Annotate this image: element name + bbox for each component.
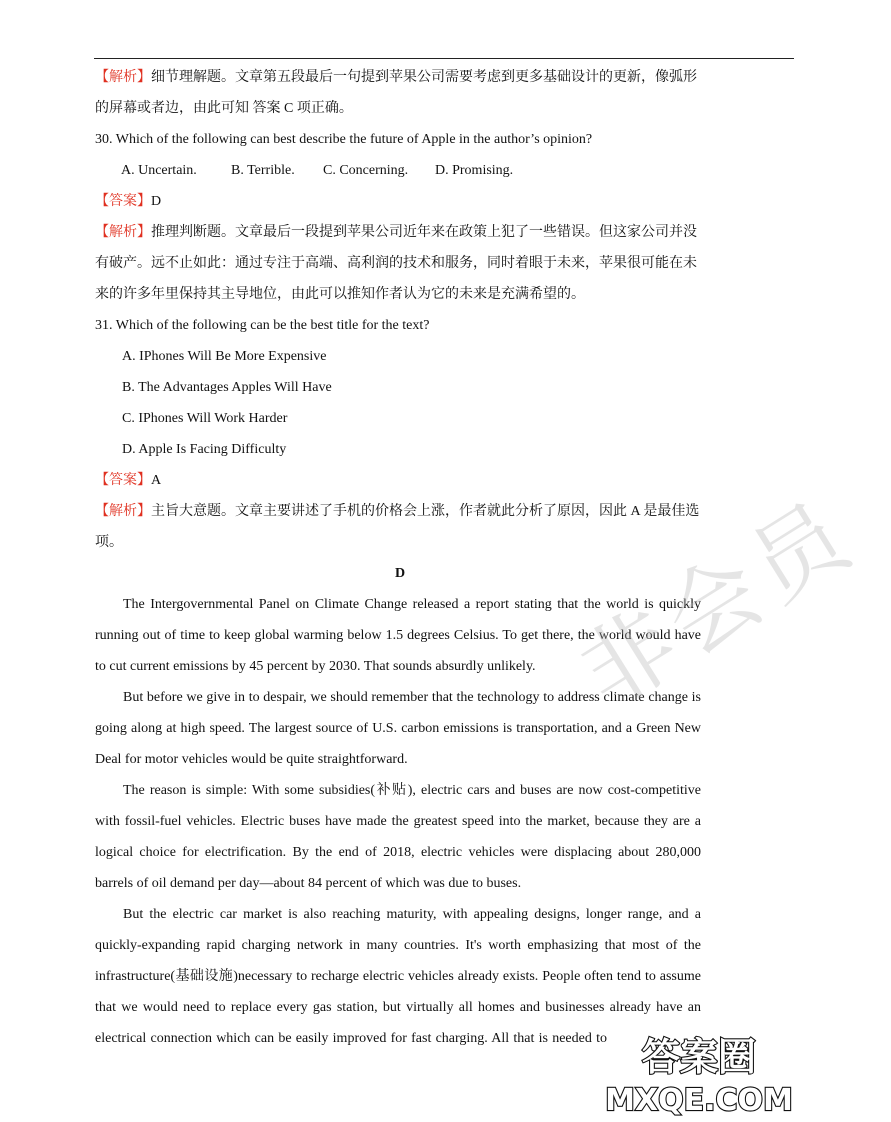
q30-option-a: A. Uncertain. [121,163,197,178]
paragraph-line: logical choice for electrification. By the end of 2018, electric vehicles were displacing about 280,000 [95,845,701,860]
analysis-text: 主旨大意题。文章主要讲述了手机的价格会上涨，作者就此分析了原因，因此 A 是最佳选 [151,504,700,519]
header-rule [94,58,794,59]
q29-analysis-line-2: 的屏幕或者边，由此可知 答案 C 项正确。 [95,101,353,116]
q30-analysis-line-3: 来的许多年里保持其主导地位，由此可以推知作者认为它的未来是充满希望的。 [95,287,585,302]
paragraph-line: that we would need to replace every gas station, but virtually all homes and businesses already have an [95,1000,701,1015]
q30-option-c: C. Concerning. [323,163,409,178]
paragraph-line: infrastructure(基础设施)necessary to recharge electric vehicles already exists. People often tend to assume [95,969,701,984]
analysis-tag: 【解析】 [95,70,151,85]
q31-option-d: D. Apple Is Facing Difficulty [122,442,287,457]
paragraph-line: The Intergovernmental Panel on Climate Change released a report stating that the world is quickly [123,597,701,612]
answer-tag: 【答案】 [95,473,151,488]
q31-option-b: B. The Advantages Apples Will Have [122,380,332,395]
paragraph-line: The reason is simple: With some subsidies(补贴), electric cars and buses are now cost-competitive [123,783,701,798]
passage-title: D [394,566,406,581]
q30-options [95,155,701,186]
logo-text-bottom: MXQE.COM [605,1083,793,1118]
paragraph-line: Deal for motor vehicles would be quite straightforward. [95,752,408,767]
analysis-tag: 【解析】 [95,225,151,240]
passage-paragraph-1 [95,589,701,682]
q31-stem: 31. Which of the following can be the best title for the text? [95,318,430,333]
q31-answer [95,465,701,496]
watermark-text: 非会员 [561,479,874,729]
document-body [95,62,701,1054]
q31-analysis-line-1 [95,496,701,527]
logo-text-top: 答案圈 [641,1035,757,1079]
q31-analysis-line-2: 项。 [95,535,123,550]
answer-value: A [151,473,162,488]
analysis-text: 细节理解题。文章第五段最后一句提到苹果公司需要考虑到更多基础设计的更新，像弧形 [151,70,697,85]
q29-analysis-line-1 [95,62,701,93]
q30-stem: 30. Which of the following can best describe the future of Apple in the author’s opinion? [95,132,593,147]
analysis-text: 推理判断题。文章最后一段提到苹果公司近年来在政策上犯了一些错误。但这家公司并没 [151,225,697,240]
q30-option-d: D. Promising. [435,163,514,178]
site-logo [605,1028,793,1118]
paragraph-line: electrical connection which can be easily improved for fast charging. All that is needed to [95,1031,607,1046]
analysis-tag: 【解析】 [95,504,151,519]
q31-option-c: C. IPhones Will Work Harder [122,411,288,426]
paragraph-line: quickly-expanding rapid charging network in many countries. It's worth emphasizing that most of the [95,938,701,953]
q30-option-b: B. Terrible. [231,163,295,178]
paragraph-line: to cut current emissions by 45 percent by 2030. That sounds absurdly unlikely. [95,659,536,674]
q31-option-a: A. IPhones Will Be More Expensive [122,349,327,364]
paragraph-line: But before we give in to despair, we should remember that the technology to address climate change is [123,690,701,705]
q30-analysis-line-2: 有破产。远不止如此：通过专注于高端、高利润的技术和服务，同时着眼于未来，苹果很可能在未 [95,256,697,271]
passage-paragraph-2 [95,682,701,775]
paragraph-line: with fossil-fuel vehicles. Electric buses have made the greatest speed into the market, because they are a [95,814,701,829]
q30-answer [95,186,701,217]
paragraph-line: running out of time to keep global warming below 1.5 degrees Celsius. To get there, the world would have [95,628,701,643]
passage-paragraph-3 [95,775,701,899]
q30-analysis-line-1 [95,217,701,248]
answer-tag: 【答案】 [95,194,151,209]
paragraph-line: But the electric car market is also reaching maturity, with appealing designs, longer range, and a [123,907,701,922]
answer-value: D [151,194,162,209]
paragraph-line: going along at high speed. The largest source of U.S. carbon emissions is transportation, and a Green New [95,721,701,736]
paragraph-line: barrels of oil demand per day—about 84 percent of which was due to buses. [95,876,522,891]
